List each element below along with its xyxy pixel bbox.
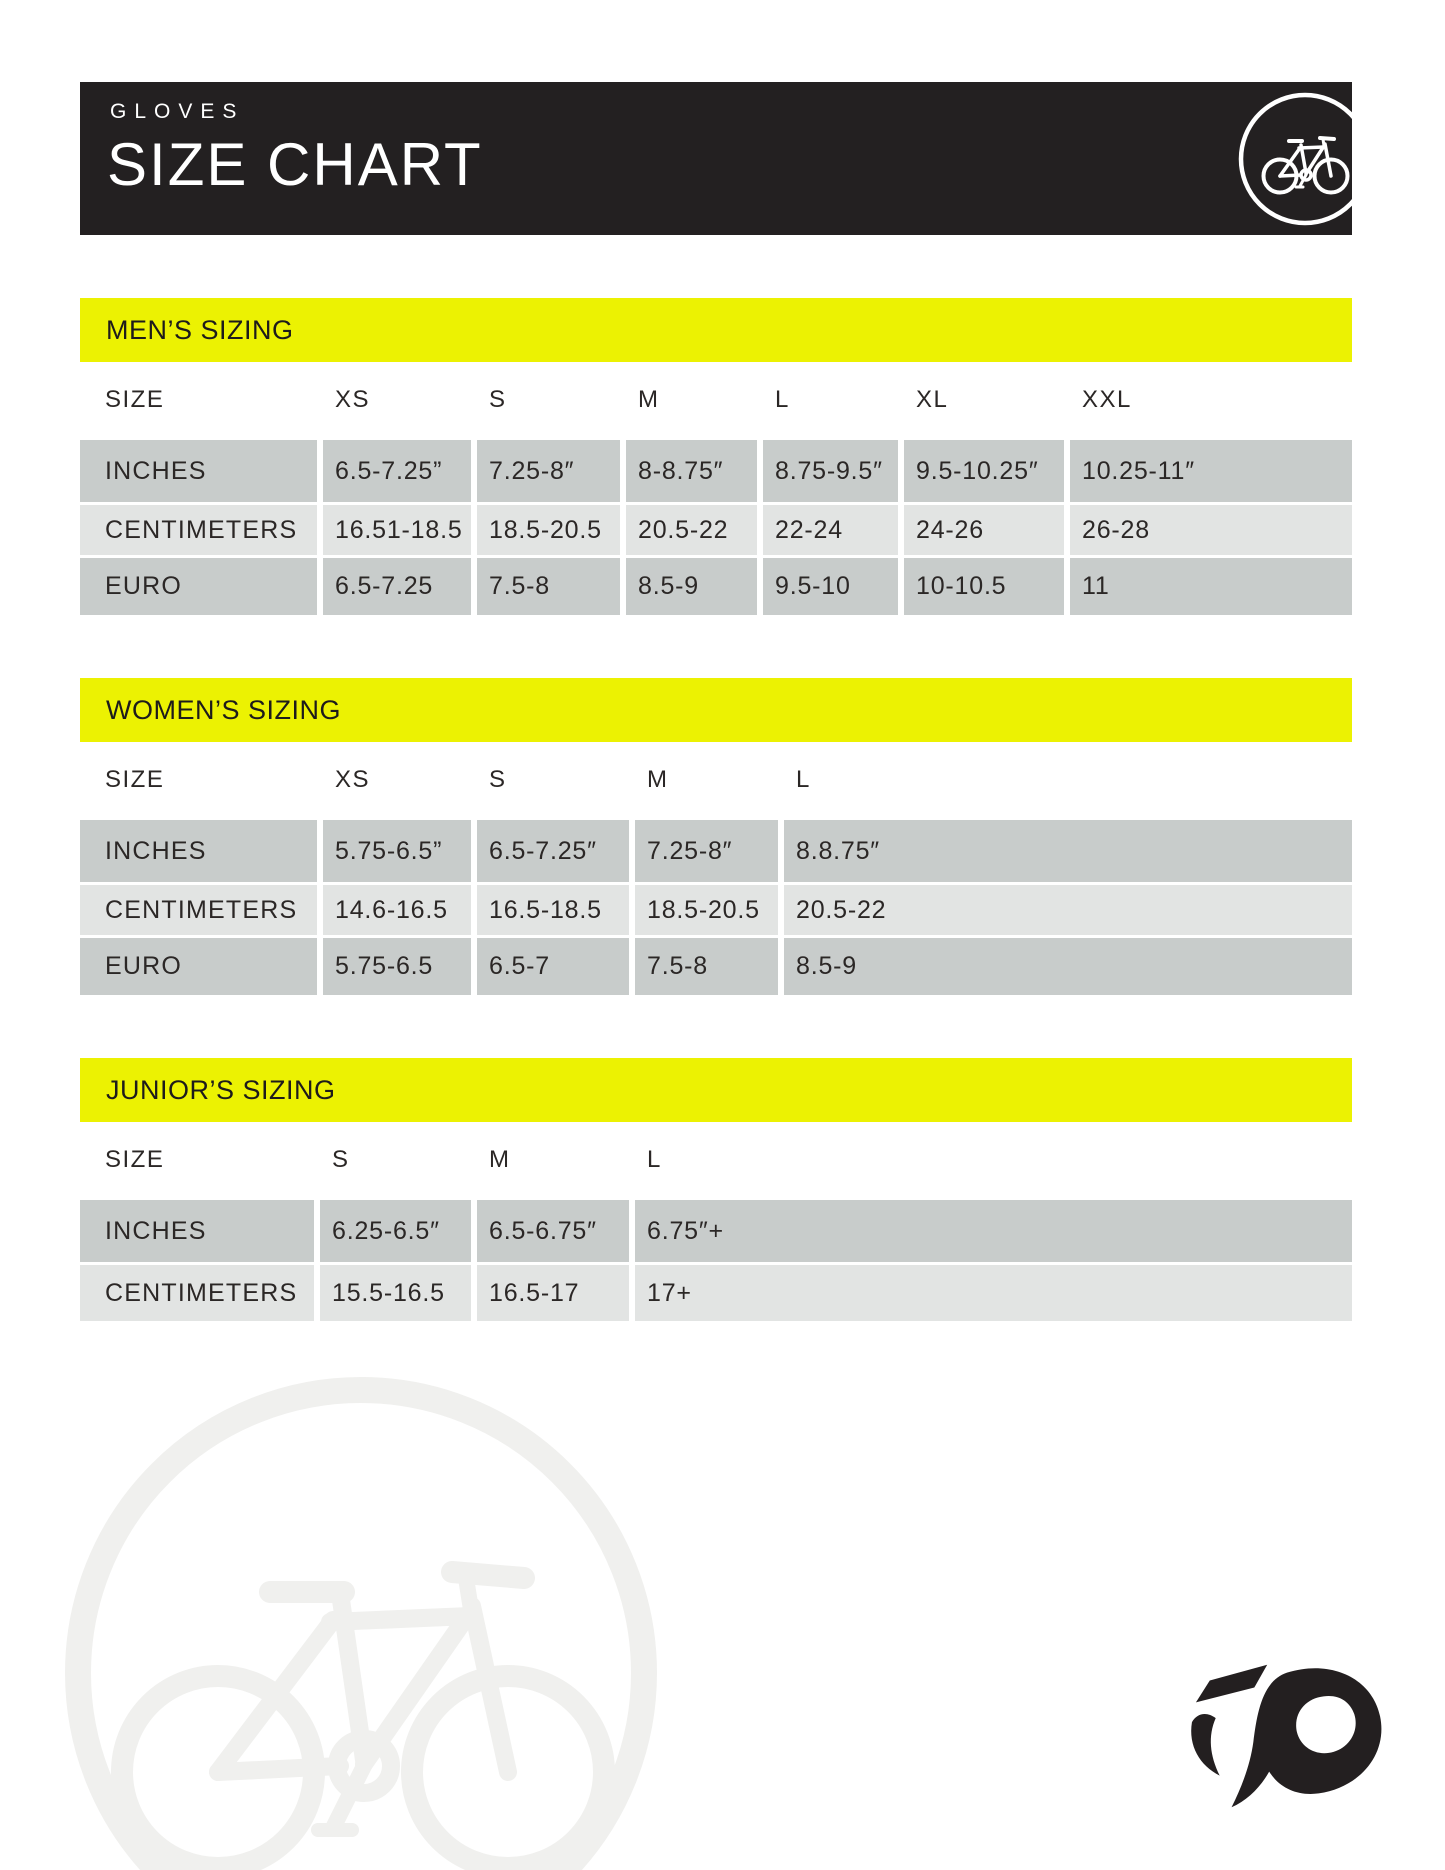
size-label: SIZE — [105, 1145, 165, 1173]
size-col-header: M — [638, 385, 660, 413]
section-title-bar — [80, 678, 1352, 742]
row-label: CENTIMETERS — [80, 505, 317, 555]
table-cell: 7.5-8 — [477, 558, 620, 615]
row-label: CENTIMETERS — [80, 885, 317, 935]
table-cell: 10-10.5 — [904, 558, 1064, 615]
table-row-euro — [80, 558, 1352, 615]
table-row-centimeters — [80, 885, 1352, 935]
table-cell: 8.75-9.5″ — [763, 440, 898, 502]
page-header — [80, 82, 1352, 235]
table-cell: 8.5-9 — [626, 558, 757, 615]
size-header-row — [80, 362, 1352, 437]
size-label: SIZE — [105, 765, 165, 793]
table-cell: 7.25-8″ — [635, 820, 778, 882]
table-cell: 6.5-7.25 — [323, 558, 471, 615]
size-header-row — [80, 1122, 1352, 1197]
table-cell: 7.5-8 — [635, 938, 778, 995]
row-label: EURO — [80, 938, 317, 995]
table-cell: 5.75-6.5” — [323, 820, 471, 882]
table-cell: 20.5-22 — [626, 505, 757, 555]
table-row-inches — [80, 820, 1352, 882]
section-title-bar — [80, 298, 1352, 362]
section-title: MEN’S SIZING — [106, 314, 294, 345]
header-kicker: GLOVES — [110, 100, 245, 123]
table-cell: 20.5-22 — [784, 885, 1352, 935]
table-cell: 6.25-6.5″ — [320, 1200, 471, 1262]
size-col-header: S — [489, 765, 507, 793]
section-womens-sizing — [80, 678, 1352, 995]
size-col-header: M — [489, 1145, 511, 1173]
size-col-header: S — [332, 1145, 350, 1173]
table-cell: 14.6-16.5 — [323, 885, 471, 935]
row-label: INCHES — [80, 820, 317, 882]
table-cell: 8.5-9 — [784, 938, 1352, 995]
size-label: SIZE — [105, 385, 165, 413]
table-cell: 16.5-17 — [477, 1265, 629, 1321]
size-col-header: L — [647, 1145, 662, 1173]
table-cell: 18.5-20.5 — [635, 885, 778, 935]
size-col-header: L — [775, 385, 790, 413]
table-cell: 10.25-11″ — [1070, 440, 1352, 502]
table-cell: 18.5-20.5 — [477, 505, 620, 555]
size-col-header: XL — [916, 385, 949, 413]
table-row-euro — [80, 938, 1352, 995]
size-col-header: M — [647, 765, 669, 793]
table-cell: 8.8.75″ — [784, 820, 1352, 882]
table-cell: 15.5-16.5 — [320, 1265, 471, 1321]
table-row-centimeters — [80, 505, 1352, 555]
table-row-inches — [80, 440, 1352, 502]
table-cell: 26-28 — [1070, 505, 1352, 555]
section-juniors-sizing — [80, 1058, 1352, 1321]
size-col-header: XS — [335, 765, 371, 793]
size-col-header: XS — [335, 385, 371, 413]
table-row-inches — [80, 1200, 1352, 1262]
size-col-header: XXL — [1082, 385, 1132, 413]
page-title: SIZE CHART — [107, 131, 483, 198]
table-cell: 9.5-10.25″ — [904, 440, 1064, 502]
table-cell: 6.5-7.25” — [323, 440, 471, 502]
table-cell: 9.5-10 — [763, 558, 898, 615]
size-col-header: S — [489, 385, 507, 413]
table-row-centimeters — [80, 1265, 1352, 1321]
size-col-header: L — [796, 765, 811, 793]
table-cell: 22-24 — [763, 505, 898, 555]
section-title-bar — [80, 1058, 1352, 1122]
table-cell: 5.75-6.5 — [323, 938, 471, 995]
table-cell: 6.5-7.25″ — [477, 820, 629, 882]
row-label: INCHES — [80, 440, 317, 502]
table-cell: 24-26 — [904, 505, 1064, 555]
bicycle-in-circle-icon — [1230, 84, 1352, 234]
row-label: CENTIMETERS — [80, 1265, 314, 1321]
table-cell: 6.75″+ — [635, 1200, 1352, 1262]
table-cell: 7.25-8″ — [477, 440, 620, 502]
table-cell: 6.5-7 — [477, 938, 629, 995]
row-label: INCHES — [80, 1200, 314, 1262]
table-cell: 16.5-18.5 — [477, 885, 629, 935]
table-cell: 16.51-18.5 — [323, 505, 471, 555]
table-cell: 17+ — [635, 1265, 1352, 1321]
size-header-row — [80, 742, 1352, 817]
table-cell: 6.5-6.75″ — [477, 1200, 629, 1262]
pearl-izumi-logo — [1188, 1658, 1386, 1814]
table-cell: 8-8.75″ — [626, 440, 757, 502]
table-cell: 11 — [1070, 558, 1352, 615]
section-title: WOMEN’S SIZING — [106, 694, 341, 725]
section-mens-sizing — [80, 298, 1352, 615]
row-label: EURO — [80, 558, 317, 615]
section-title: JUNIOR’S SIZING — [106, 1074, 336, 1105]
